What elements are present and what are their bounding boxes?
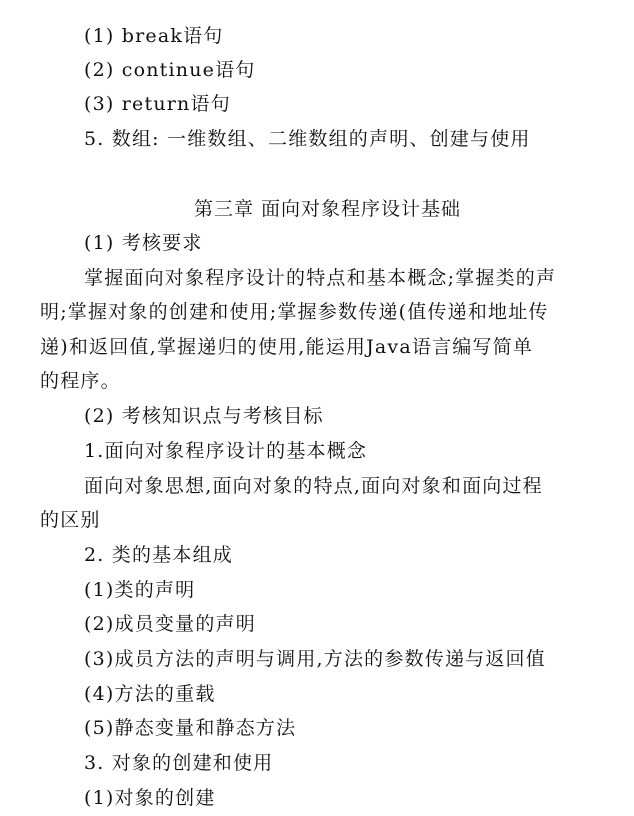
paragraph-line: 掌握面向对象程序设计的特点和基本概念;掌握类的声 [84, 267, 557, 289]
list-item: 3. 对象的创建和使用 [84, 752, 274, 774]
text-line-arrays: 5. 数组: 一维数组、二维数组的声明、创建与使用 [84, 128, 531, 150]
list-item: 1.面向对象程序设计的基本概念 [84, 440, 368, 462]
chapter-heading: 第三章 面向对象程序设计基础 [194, 198, 462, 220]
text-line-continue-statement: (2) continue语句 [84, 59, 256, 81]
list-item: (3)成员方法的声明与调用,方法的参数传递与返回值 [84, 648, 546, 670]
list-item: (5)静态变量和静态方法 [84, 717, 297, 739]
paragraph-line: 明;掌握对象的创建和使用;掌握参数传递(值传递和地址传 [40, 301, 549, 323]
list-item: (1)类的声明 [84, 579, 196, 601]
paragraph-line: 的区别 [40, 509, 101, 531]
text-line-break-statement: (1) break语句 [84, 25, 224, 47]
paragraph-line: 递)和返回值,掌握递归的使用,能运用Java语言编写简单 [40, 336, 534, 358]
list-item: 2. 类的基本组成 [84, 544, 233, 566]
section-heading-requirements: (1) 考核要求 [84, 232, 203, 254]
list-item: (2)成员变量的声明 [84, 613, 256, 635]
paragraph-line: 的程序。 [40, 370, 121, 392]
text-line-return-statement: (3) return语句 [84, 93, 231, 115]
paragraph-line: 面向对象思想,面向对象的特点,面向对象和面向过程 [84, 475, 543, 497]
section-heading-knowledge-points: (2) 考核知识点与考核目标 [84, 405, 324, 427]
list-item: (1)对象的创建 [84, 787, 216, 809]
list-item: (4)方法的重载 [84, 683, 216, 705]
